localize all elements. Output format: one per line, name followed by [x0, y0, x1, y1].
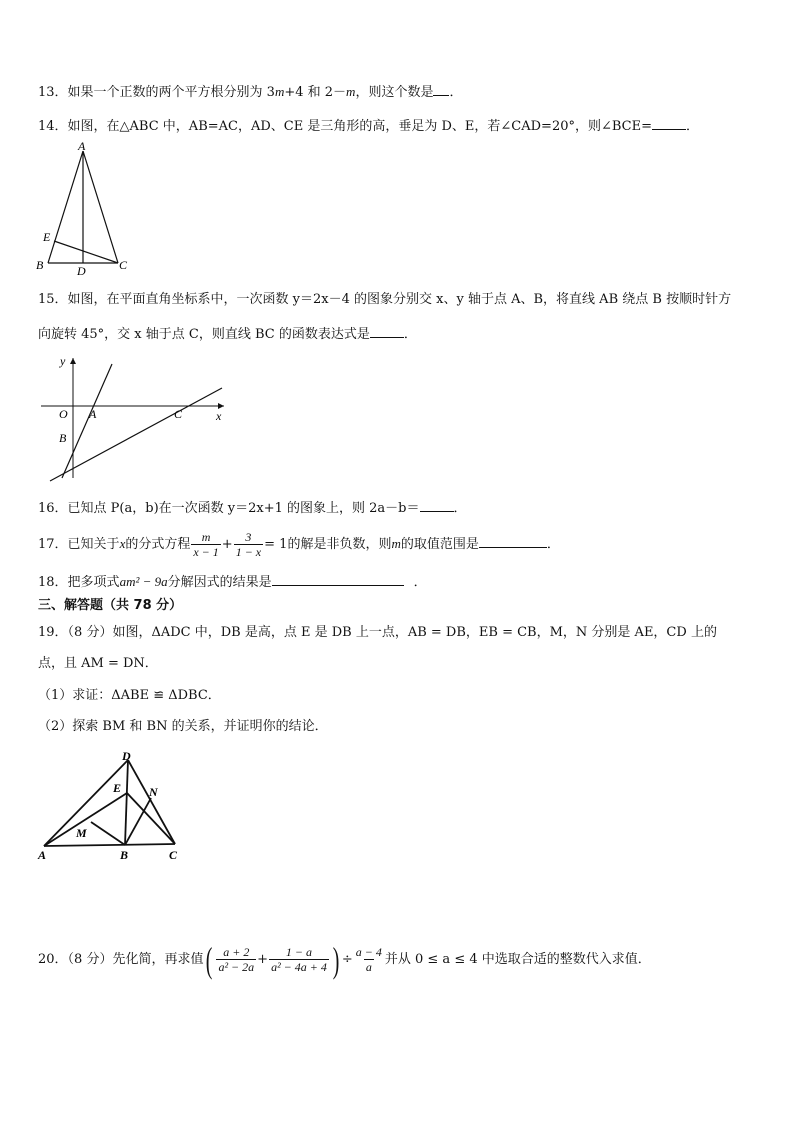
- q15-label-c: C: [174, 407, 183, 421]
- q19-label-b: B: [120, 848, 129, 862]
- q14-triangle-figure: [30, 138, 140, 278]
- q19-label-d: D: [122, 749, 131, 763]
- q18-number: 18．: [38, 575, 68, 590]
- q19-triangle-figure: [34, 748, 194, 866]
- q15-number: 15．: [38, 292, 68, 307]
- q20-text-b: 并从 0 ≤ a ≤ 4 中选取合适的整数代入求值．: [384, 952, 651, 967]
- q18-expression: am² − 9a: [119, 574, 168, 589]
- q16-number: 16．: [38, 501, 68, 516]
- q19-segment-bm: [91, 822, 125, 845]
- q14-label-c: C: [119, 258, 128, 272]
- q15-end: ．: [403, 327, 417, 342]
- q20-fraction-1: [216, 945, 256, 974]
- q15-label-x: x: [216, 409, 222, 423]
- question-16: [38, 499, 467, 517]
- q13-text-b: +4 和 2－: [284, 85, 347, 100]
- q19-label-c: C: [169, 848, 178, 862]
- q15-coordinate-figure: [36, 350, 236, 485]
- q18-end: ．: [413, 575, 427, 590]
- q16-text: 已知点 P(a，b)在一次函数 y＝2x+1 的图象上，则 2a－b＝: [67, 501, 420, 516]
- question-17: [38, 527, 560, 562]
- q19-text-1: （8 分）如图，ΔADC 中，DB 是高，点 E 是 DB 上一点，AB = DB，EB = CB，M，N 分别是 AE，CD 上的: [67, 625, 717, 640]
- q14-label-d: D: [77, 264, 86, 278]
- q13-end: ．: [449, 85, 463, 100]
- q14-altitude-ce: [54, 241, 118, 263]
- q15-line-bc: [50, 388, 222, 481]
- question-19-line-2: [38, 656, 158, 672]
- q20-frac2-numerator: 1 − a: [285, 945, 313, 959]
- q19-sub1-text: （1）求证：ΔABE ≌ ΔDBC．: [38, 688, 221, 703]
- section-3-heading: [38, 598, 182, 614]
- q15-label-o: O: [59, 407, 68, 421]
- q20-frac2-denominator: a² − 4a + 4: [271, 960, 327, 974]
- q14-side-ab: [48, 151, 83, 263]
- question-20: [38, 940, 651, 980]
- q16-end: ．: [453, 501, 467, 516]
- q20-left-paren: (: [206, 939, 213, 980]
- q17-end: ．: [546, 537, 560, 552]
- q13-var-m2: m: [346, 84, 356, 99]
- q20-frac1-denominator: a² − 2a: [218, 960, 255, 974]
- question-18: [38, 573, 427, 591]
- q15-label-b: B: [59, 431, 67, 445]
- q15-text-1: 如图，在平面直角坐标系中，一次函数 y＝2x－4 的图象分别交 x、y 轴于点 A、B，将直线 AB 绕点 B 按顺时针方: [67, 292, 732, 307]
- q20-frac1-numerator: a + 2: [223, 945, 250, 959]
- q20-fraction-2: [269, 945, 329, 974]
- question-15-line-1: [38, 292, 731, 308]
- q14-label-a: A: [78, 139, 86, 153]
- q20-frac3-denominator: a: [365, 960, 372, 974]
- q14-side-ac: [83, 151, 118, 263]
- q18-text-b: 分解因式的结果是: [167, 575, 272, 590]
- q19-sub2-text: （2）探索 BM 和 BN 的关系，并证明你的结论．: [38, 719, 328, 734]
- q14-end: ．: [686, 119, 700, 134]
- q17-frac1-denominator: x − 1: [193, 545, 219, 559]
- q19-label-m: M: [76, 826, 87, 840]
- q19-number: 19．: [38, 625, 68, 640]
- q19-label-e: E: [113, 781, 122, 795]
- q20-text-a: （8 分）先化简，再求值: [67, 952, 204, 967]
- question-19-line-1: [38, 625, 717, 641]
- q19-label-n: N: [149, 785, 158, 799]
- q19-altitude-db: [125, 760, 128, 845]
- section-3-title: 三、解答题（共 78 分）: [38, 598, 183, 613]
- q17-var-m: m: [391, 536, 401, 551]
- q17-answer-blank[interactable]: [479, 535, 547, 548]
- q17-text-b: 的分式方程: [125, 537, 191, 552]
- question-13: [38, 83, 462, 101]
- q20-frac3-numerator: a − 4: [355, 945, 382, 959]
- q14-label-e: E: [43, 230, 51, 244]
- q15-answer-blank[interactable]: [370, 325, 404, 338]
- q18-answer-blank[interactable]: [272, 573, 404, 586]
- q15-label-y: y: [60, 354, 66, 368]
- q14-answer-blank[interactable]: [652, 117, 686, 130]
- q20-number: 20．: [38, 952, 68, 967]
- question-19-sub-2: [38, 719, 328, 735]
- q19-label-a: A: [38, 848, 47, 862]
- q13-text-a: 如果一个正数的两个平方根分别为 3: [67, 85, 275, 100]
- question-15-line-2: [38, 325, 417, 343]
- q13-number: 13．: [38, 85, 68, 100]
- q17-frac2-numerator: 3: [245, 530, 252, 544]
- q17-fraction-2: [234, 530, 263, 559]
- q20-right-paren: ): [332, 939, 340, 980]
- q17-fraction-1: [191, 530, 220, 559]
- q17-text-c: 的解是非负数，则: [287, 537, 392, 552]
- q17-text-a: 已知关于: [67, 537, 120, 552]
- question-19-sub-1: [38, 688, 221, 704]
- q17-number: 17．: [38, 537, 68, 552]
- q20-divide: ÷: [341, 952, 353, 967]
- q15-label-a: A: [89, 407, 97, 421]
- q17-frac2-denominator: 1 − x: [235, 545, 262, 559]
- q14-text: 如图，在△ABC 中，AB=AC，AD、CE 是三角形的高，垂足为 D、E，若∠CAD=20°，则∠BCE=: [67, 119, 653, 134]
- q17-text-d: 的取值范围是: [400, 537, 479, 552]
- q15-text-2: 向旋转 45°，交 x 轴于点 C，则直线 BC 的函数表达式是: [38, 327, 370, 342]
- question-14: [38, 117, 699, 135]
- q16-answer-blank[interactable]: [420, 499, 454, 512]
- q14-label-b: B: [36, 258, 44, 272]
- q17-frac1-numerator: m: [201, 530, 211, 544]
- q13-text-c: ，则这个数是: [355, 85, 434, 100]
- q20-fraction-3: [354, 945, 384, 974]
- q17-var-x: x: [119, 536, 126, 551]
- q14-number: 14．: [38, 119, 68, 134]
- q17-plus: +: [221, 537, 233, 552]
- q19-side-ac: [44, 844, 175, 846]
- q17-equals: = 1: [264, 537, 288, 552]
- q20-plus: +: [257, 952, 269, 967]
- q19-text-2: 点，且 AM = DN．: [38, 656, 158, 671]
- q13-answer-blank[interactable]: [433, 83, 449, 96]
- q18-text-a: 把多项式: [67, 575, 120, 590]
- q13-var-m1: m: [274, 84, 285, 99]
